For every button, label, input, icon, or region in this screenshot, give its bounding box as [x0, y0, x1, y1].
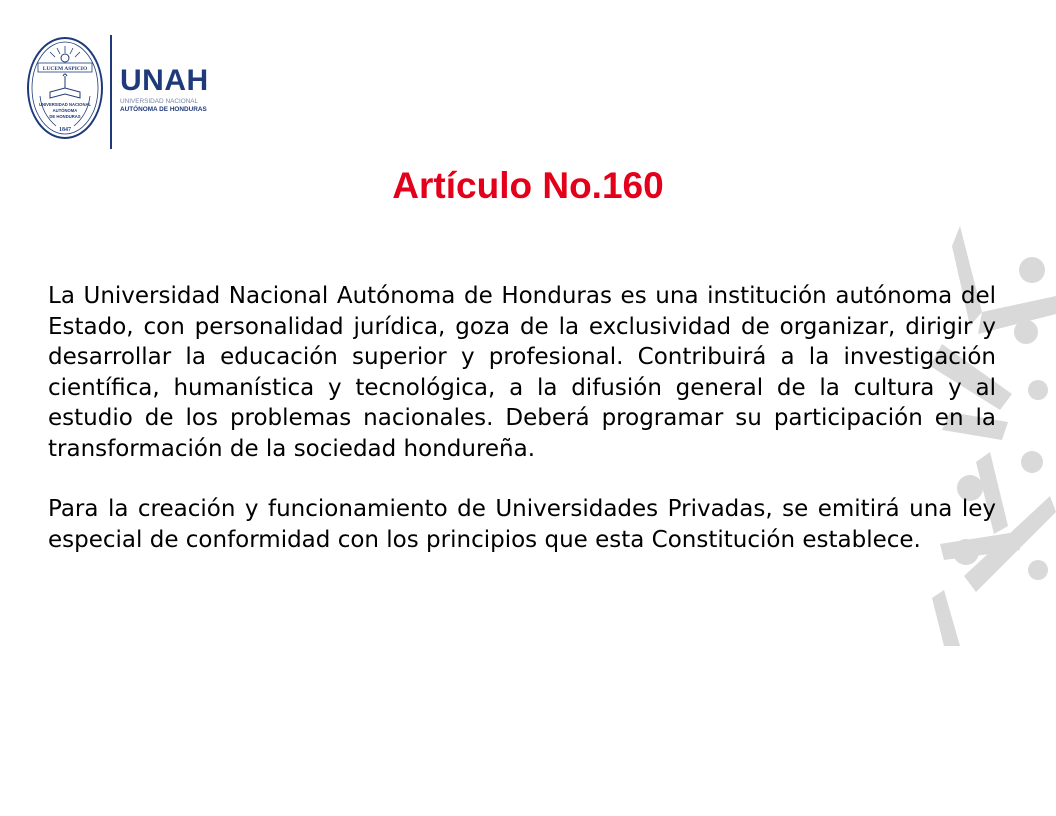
seal-motto: LUCEM ASPICIO [42, 66, 88, 72]
paragraph-2: Para la creación y funcionamiento de Universidades Privadas, se emitirá una ley especial de conformidad con los principios que esta Constitución establece. [48, 496, 996, 553]
logo-divider [110, 35, 112, 149]
brand-sub-line2: AUTÓNOMA DE HONDURAS [120, 105, 207, 113]
seal-line2: AUTÓNOMA [52, 108, 78, 113]
seal-line3: DE HONDURAS [49, 114, 81, 119]
brand-sub-line1: UNIVERSIDAD NACIONAL [120, 98, 199, 105]
brand-subtitle [120, 98, 209, 113]
seal-year: 1847 [59, 127, 71, 133]
page-title: Artículo No.160 [392, 165, 664, 206]
unah-seal-icon [26, 36, 104, 140]
article-body [48, 281, 996, 555]
brand-name: UNAH [120, 64, 209, 97]
seal-line1: UNIVERSIDAD NACIONAL [38, 102, 92, 107]
paragraph-1: La Universidad Nacional Autónoma de Honduras es una institución autónoma del Estado, con personalidad jurídica, goza de la exclusividad de organizar, dirigir y desarrollar la educación superior y profesional. Contribuirá a la investigación científica, humanística y tecnológica, a la difusión general de la cultura y al estudio de los problemas nacionales. Deberá programar su participación en la transformación de la sociedad hondureña. [48, 283, 996, 462]
brand-wordmark [120, 66, 209, 113]
